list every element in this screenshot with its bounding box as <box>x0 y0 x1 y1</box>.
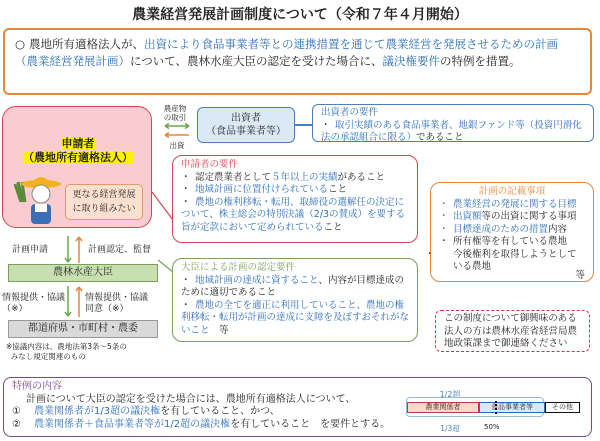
minister-req-item: ・ 地域計画の達成に資すること、内容が目標達成のために適切であること <box>181 274 405 298</box>
plan-title: 計画の記載事項 <box>478 186 546 197</box>
intro-text: の特例を措置。 <box>440 54 521 68</box>
special-text: を有していること を要件とする。 <box>230 418 391 430</box>
plan-highlight: 農業経営の発展に関する目標 <box>453 198 577 210</box>
bar-segment-food: 食品事業者等 <box>479 402 545 413</box>
plan-text: 所有権等を有している農地 <box>453 236 568 247</box>
plan-text: 等の出資に関する事項 <box>481 211 577 222</box>
applicant-req-item: ・ 認定農業者として５年以上の実績があること <box>181 171 386 183</box>
fifty-percent-label: 50% <box>484 423 500 431</box>
applicant-subtitle: （農地所有適格法人） <box>23 151 133 164</box>
investor-requirements-box <box>312 104 594 142</box>
req-text: であること <box>416 132 464 143</box>
investor-title: 出資者 <box>231 113 261 124</box>
contact-note: この制度について御興味のある法人の方は農林水産省経営局農地政策課まで御連絡ください <box>435 310 590 352</box>
item-number: ① <box>12 406 21 417</box>
special-title: 特例の内容 <box>12 381 62 392</box>
special-highlight: 農業関係者が1/3超の議決権 <box>34 406 161 417</box>
third-label: 1/3超 <box>440 424 460 433</box>
req-text: 認定農業者として <box>195 171 272 183</box>
consultation-note <box>6 342 127 362</box>
plan-item: ・ 出資額等の出資に関する事項 <box>439 211 577 222</box>
intro-highlight: 議決権要件 <box>382 54 441 68</box>
fifty-percent-marker <box>495 401 497 414</box>
special-text: を有していること、かつ、 <box>160 406 280 417</box>
applicant-req-item: ・ 地域計画に位置付けられていること <box>181 184 348 195</box>
req-highlight: 地域計画に位置付けられている <box>195 184 329 195</box>
approve-label: 計画認定、監督 <box>88 245 152 255</box>
req-highlight: 取引実績のある食品事業者、地銀ファンド等（投資円滑化法の承認組合に限る） <box>321 119 582 143</box>
plan-item: ・ 所有権等を有している農地 <box>439 236 568 247</box>
plan-text: 今後権利を取得しようとしている農地 <box>453 248 577 272</box>
minister-req-item: ・ 農地の全てを適正に利用していること、農地の権利移転・転用が計画の達成に支障を及ぼすおそれがないこと 等 <box>181 299 410 336</box>
minister-requirements-box <box>172 258 418 342</box>
req-text: 、内容が目標達成のために適切であること <box>181 274 405 298</box>
intro-highlight: 出資により食品事業者等との連携措置を通じて農業経営を発展させるための計画（農業経営発展計画） <box>15 37 558 68</box>
applicant-requirements-box <box>172 155 418 243</box>
plan-item: ・ 農業経営の発展に関する目標 <box>439 198 577 210</box>
applicant-title <box>3 137 153 165</box>
req-text: こと <box>323 221 343 233</box>
apply-label: 計画申請 <box>12 245 49 255</box>
req-text: 等 <box>209 324 229 336</box>
bar-segment-farm: 農業関係者 <box>407 402 479 413</box>
plan-item: ・ 今後権利を取得しようとしている農地 <box>425 248 577 272</box>
special-highlight: 農業関係者＋食品事業者等が1/2超の議決権 <box>34 418 231 430</box>
apply-approve-arrows-icon <box>62 235 86 265</box>
farmer-icon <box>13 172 63 227</box>
plan-contents-box <box>425 182 594 282</box>
trade-label <box>160 104 190 122</box>
plan-highlight: 出資額 <box>453 211 482 222</box>
invest-label: 出資 <box>169 141 185 150</box>
info-arrows-icon <box>62 285 86 319</box>
investor-box <box>197 107 295 143</box>
intro-box <box>3 28 592 95</box>
note-line: ※協議内容は、農地法第3条～5条の <box>6 342 127 351</box>
applicant-label: 申請者 <box>61 137 95 150</box>
page-title: 農業経営発展計画制度について（令和７年４月開始） <box>132 7 468 23</box>
half-label: 1/2超 <box>439 390 461 399</box>
req-highlight: 農地の権利移転・転用、取締役の選解任の決定について、株主総会の特別決議（2/3の賛成）を要する旨が定款において定められている <box>181 196 406 233</box>
item-number: ② <box>12 418 21 430</box>
connector-line <box>295 124 312 126</box>
intro-text: 農地所有適格法人が、 <box>29 37 144 51</box>
applicant-req-title: 申請者の要件 <box>181 159 239 170</box>
exchange-arrows-icon <box>162 123 192 139</box>
trade-label-line: の取引 <box>163 113 187 122</box>
bubble-line: 更なる経営発展 <box>72 190 136 200</box>
applicant-box <box>2 106 152 228</box>
applicant-req-item: ・ 農地の権利移転・転用、取締役の選解任の決定について、株主総会の特別決議（2/3の賛成）を要する旨が定款において定められていること <box>181 196 406 233</box>
plan-highlight: 目標達成のための措置 <box>453 223 549 235</box>
info-label-right <box>85 293 148 315</box>
req-highlight: ５年以上の実績 <box>271 171 338 183</box>
investor-req-item: ・ 取引実績のある食品事業者、地銀ファンド等（投資円滑化法の承認組合に限る）であること <box>321 119 582 143</box>
req-highlight: 農地の全てを適正に利用していること、農地の権利移転・転用が計画の達成に支障を及ぼすおそれがないこと <box>181 299 410 336</box>
req-text: こと <box>328 184 348 195</box>
plan-text: 内容 <box>548 223 568 235</box>
investor-subtitle: （食品事業者等） <box>206 126 286 137</box>
info-line: 同意（※） <box>85 304 129 314</box>
req-highlight: 地域計画の達成に資すること <box>195 274 319 286</box>
intro-text: について、農林水産大臣の認定を受けた場合に、 <box>130 54 383 68</box>
prefecture-box: 都道府県・市町村・農委 <box>8 320 158 338</box>
bubble-line: に取り組みたい <box>72 204 136 214</box>
minister-req-title: 大臣による計画の認定要件 <box>181 262 296 273</box>
bar-segment-other: その他 <box>545 402 580 413</box>
investor-req-title: 出資者の要件 <box>321 107 379 118</box>
info-label-left <box>2 293 65 315</box>
note-line: みなし規定関連のもの <box>10 352 86 361</box>
plan-etc: 等 <box>575 269 585 281</box>
minister-box: 農林水産大臣 <box>8 264 158 282</box>
bullet-marker: ○ <box>15 37 26 51</box>
info-line: （※） <box>2 304 28 314</box>
plan-item: ・ 目標達成のための措置内容 <box>439 223 568 235</box>
special-intro: 計画について大臣の認定を受けた場合には、農地所有適格法人について、 <box>26 393 356 405</box>
req-text: があること <box>337 171 386 183</box>
info-line: 情報提供・協議 <box>85 293 149 303</box>
info-line: 情報提供・協議 <box>2 293 66 303</box>
trade-label-line: 農産物 <box>163 104 187 113</box>
speech-bubble <box>65 184 143 220</box>
